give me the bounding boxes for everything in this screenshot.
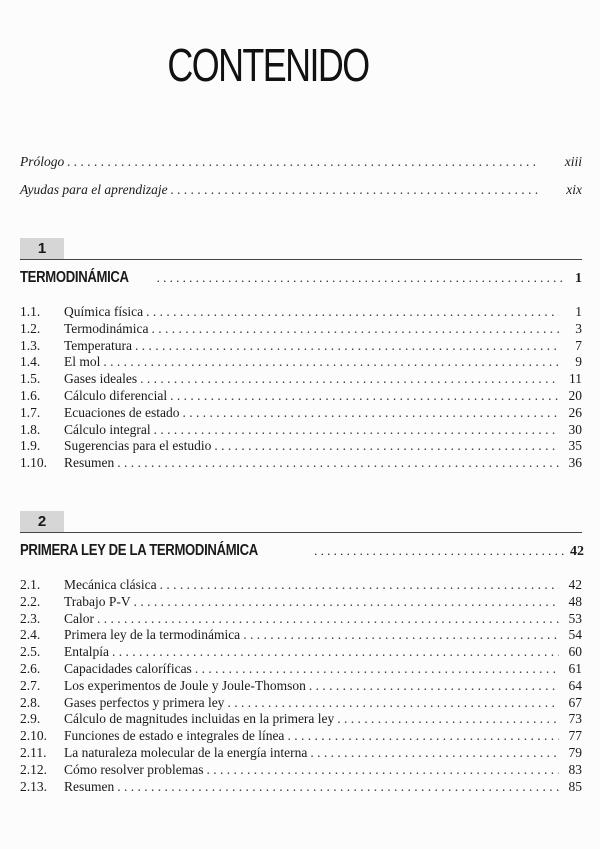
toc-entry[interactable] (20, 321, 582, 338)
section-number: 1.2. (20, 320, 41, 336)
section-number: 1.7. (20, 404, 41, 420)
section-page: 7 (575, 337, 582, 353)
dot-leader (146, 304, 559, 321)
section-label: Cálculo integral (64, 421, 151, 437)
toc-entry[interactable] (20, 779, 582, 796)
section-label: Funciones de estado e integrales de línea (64, 728, 285, 744)
chapter-number-badge: 1 (20, 238, 64, 259)
section-number: 1.3. (20, 337, 41, 353)
section-label: Termodinámica (64, 320, 149, 336)
dot-leader (67, 148, 539, 176)
dot-leader (117, 455, 559, 472)
section-page: 73 (568, 711, 582, 727)
section-page: 42 (568, 577, 582, 592)
toc-entry[interactable] (20, 711, 582, 728)
section-label: Sugerencias para el estudio (64, 438, 212, 454)
section-page: 1 (575, 304, 582, 319)
chapter-2 (20, 511, 582, 795)
toc-entry[interactable] (20, 577, 582, 594)
toc-entry-ayudas[interactable] (20, 176, 582, 204)
toc-entry-label: Ayudas para el aprendizaje (20, 182, 168, 197)
section-number: 2.7. (20, 677, 41, 693)
section-number: 2.6. (20, 660, 41, 676)
toc-entry[interactable] (20, 388, 582, 405)
chapter-title: TERMODINÁMICA (20, 269, 129, 286)
dot-leader (310, 745, 559, 762)
dot-leader (314, 540, 566, 562)
section-label: Capacidades caloríficas (64, 660, 192, 676)
section-page: 83 (568, 761, 582, 777)
section-label: Gases perfectos y primera ley (64, 694, 225, 710)
section-page: 35 (568, 438, 582, 454)
toc-entry[interactable] (20, 728, 582, 745)
dot-leader (206, 762, 559, 779)
section-page: 48 (568, 593, 582, 609)
section-number: 2.2. (20, 593, 41, 609)
dot-leader (227, 695, 559, 712)
toc-entry[interactable] (20, 611, 582, 628)
chapter-divider (20, 259, 582, 260)
section-label: Mecánica clásica (64, 577, 157, 592)
toc-entry-prologo[interactable] (20, 148, 582, 176)
section-page: 79 (568, 744, 582, 760)
section-label: Resumen (64, 778, 115, 794)
toc-entry[interactable] (20, 422, 582, 439)
front-matter-list (20, 148, 582, 204)
dot-leader (135, 338, 559, 355)
chapter-page: 42 (570, 544, 584, 559)
section-number: 2.4. (20, 627, 41, 643)
dot-leader (140, 371, 559, 388)
chapter-number-badge: 2 (20, 511, 64, 532)
section-label: Los experimentos de Joule y Joule-Thomson (64, 677, 306, 693)
section-number: 2.9. (20, 711, 41, 727)
section-page: 60 (568, 644, 582, 660)
dot-leader (154, 422, 559, 439)
dot-leader (97, 611, 559, 628)
section-page: 11 (569, 371, 582, 387)
chapter-divider (20, 532, 582, 533)
toc-entry[interactable] (20, 304, 582, 321)
section-number: 2.13. (20, 778, 47, 794)
section-page: 3 (575, 320, 582, 336)
section-page: 67 (568, 694, 582, 710)
section-number: 2.10. (20, 728, 47, 744)
section-number: 2.12. (20, 761, 47, 777)
toc-entry[interactable] (20, 338, 582, 355)
toc-entry[interactable] (20, 678, 582, 695)
toc-entry[interactable] (20, 762, 582, 779)
chapter-1 (20, 238, 582, 472)
dot-leader (157, 267, 566, 289)
section-page: 9 (575, 354, 582, 370)
section-label: Temperatura (64, 337, 133, 353)
section-page: 54 (568, 627, 582, 643)
toc-entry[interactable] (20, 371, 582, 388)
section-number: 1.8. (20, 421, 41, 437)
section-page: 53 (568, 610, 582, 626)
toc-entry-page: xiii (564, 154, 582, 169)
section-page: 61 (568, 660, 582, 676)
chapter-heading[interactable] (20, 267, 582, 289)
page-title: CONTENIDO (167, 39, 369, 91)
dot-leader (287, 728, 559, 745)
dot-leader (195, 661, 559, 678)
section-label: Trabajo P-V (64, 593, 131, 609)
section-number: 1.4. (20, 354, 41, 370)
section-page: 36 (568, 455, 582, 471)
toc-entry[interactable] (20, 695, 582, 712)
dot-leader (214, 438, 559, 455)
section-page: 64 (568, 677, 582, 693)
section-number: 1.9. (20, 438, 41, 454)
toc-entry[interactable] (20, 594, 582, 611)
section-label: Cómo resolver problemas (64, 761, 204, 777)
chapter-page: 1 (575, 271, 582, 286)
section-label: La naturaleza molecular de la energía interna (64, 744, 308, 760)
section-number: 1.10. (20, 455, 47, 471)
toc-entry[interactable] (20, 438, 582, 455)
section-number: 2.8. (20, 694, 41, 710)
section-label: Ecuaciones de estado (64, 404, 180, 420)
section-label: Cálculo diferencial (64, 387, 168, 403)
toc-entry[interactable] (20, 644, 582, 661)
section-number: 1.5. (20, 371, 41, 387)
dot-leader (160, 577, 559, 594)
toc-entry[interactable] (20, 745, 582, 762)
toc-entry[interactable] (20, 455, 582, 472)
toc-entry[interactable] (20, 627, 582, 644)
section-label: Resumen (64, 455, 115, 471)
dot-leader (170, 388, 559, 405)
toc-entry-page: xix (566, 182, 582, 197)
section-label: Gases ideales (64, 371, 138, 387)
section-label: Primera ley de la termodinámica (64, 627, 241, 643)
dot-leader (243, 627, 559, 644)
section-list (20, 304, 582, 472)
toc-entry-label: Prólogo (20, 154, 65, 169)
section-label: Entalpía (64, 644, 109, 660)
section-number: 2.11. (20, 744, 47, 760)
section-page: 20 (568, 387, 582, 403)
section-page: 26 (568, 404, 582, 420)
toc-entry[interactable] (20, 354, 582, 371)
toc-entry[interactable] (20, 661, 582, 678)
section-label: Cálculo de magnitudes incluidas en la primera ley (64, 711, 335, 727)
section-label: Química física (64, 304, 144, 319)
dot-leader (182, 405, 559, 422)
dot-leader (152, 321, 559, 338)
dot-leader (103, 354, 559, 371)
chapter-title: PRIMERA LEY DE LA TERMODINÁMICA (20, 542, 258, 559)
dot-leader (134, 594, 559, 611)
toc-entry[interactable] (20, 405, 582, 422)
dot-leader (337, 711, 559, 728)
section-number: 2.1. (20, 577, 41, 592)
section-number: 1.1. (20, 304, 41, 319)
section-page: 77 (568, 728, 582, 744)
dot-leader (309, 678, 559, 695)
dot-leader (117, 779, 559, 796)
section-number: 2.3. (20, 610, 41, 626)
dot-leader (171, 176, 539, 204)
section-list (20, 577, 582, 795)
section-page: 30 (568, 421, 582, 437)
dot-leader (112, 644, 559, 661)
chapter-heading[interactable] (20, 540, 582, 562)
section-page: 85 (568, 778, 582, 794)
section-number: 1.6. (20, 387, 41, 403)
section-label: El mol (64, 354, 101, 370)
section-number: 2.5. (20, 644, 41, 660)
section-label: Calor (64, 610, 94, 626)
